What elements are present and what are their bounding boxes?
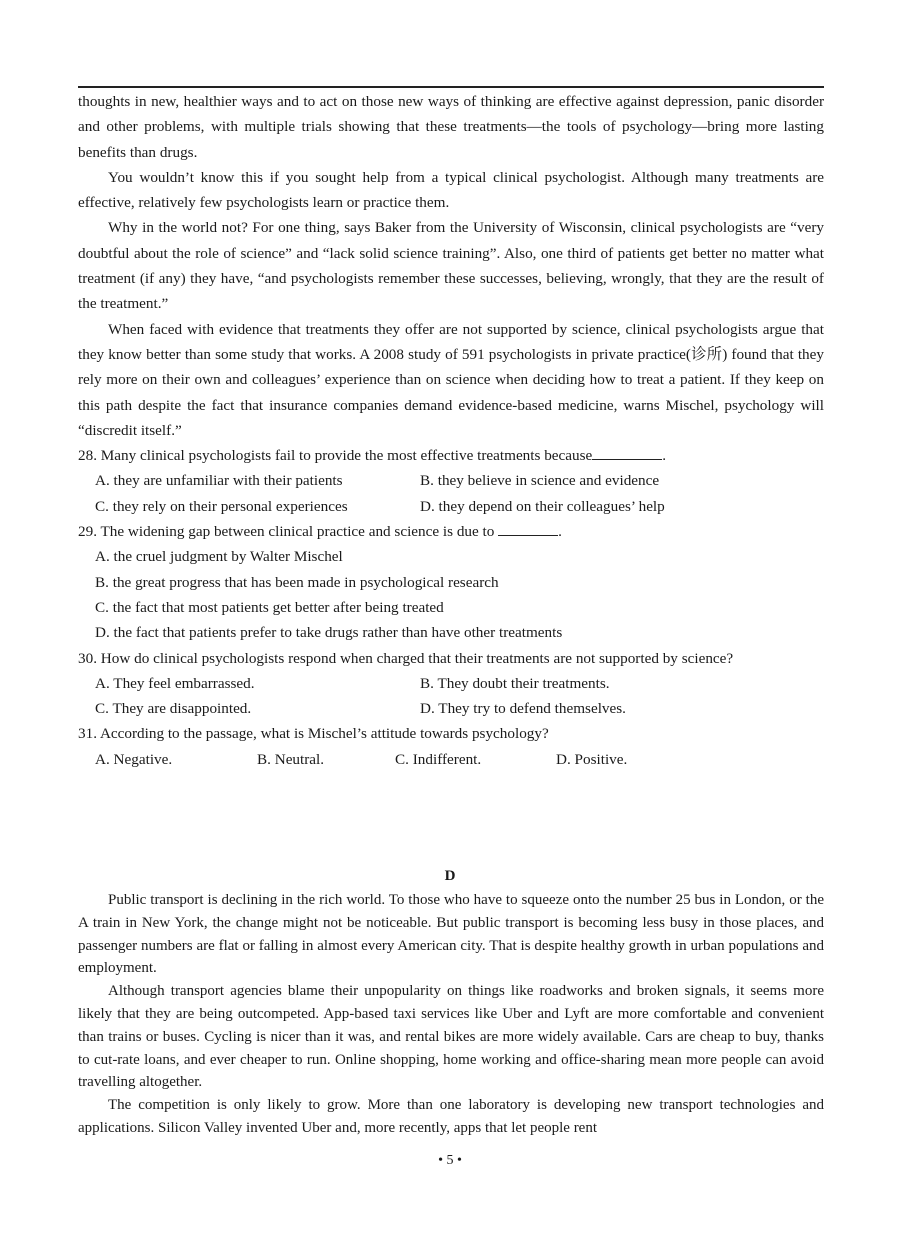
passage-paragraph: Why in the world not? For one thing, says Baker from the University of Wisconsin, clinical psychologists are “very doubtful about the role of science” and “lack solid science training”. Also, one third of patients get better no matter what treatment (if any) they have, “and psychologists remember these successes, believing, wrongly, that they are the result of the treatment.”: [78, 219, 824, 313]
option-d: D. They try to defend themselves.: [420, 700, 626, 718]
option-d: D. they depend on their colleagues’ help: [420, 497, 665, 515]
question-stem: 28. Many clinical psychologists fail to provide the most effective treatments because: [78, 447, 593, 465]
passage-paragraph: When faced with evidence that treatments they offer are not supported by science, clinical psychologists argue that they know better than some study that works. A 2008 study of 591 psychologists in private practice(诊所) found that they rely more on their own and colleagues’ experience than on science when deciding how to treat a patient. If they keep on this path despite the fact that insurance companies demand evidence-based medicine, warns Mischel, psychology will “discredit itself.”: [78, 320, 824, 439]
option-d: D. the fact that patients prefer to take drugs rather than have other treatments: [95, 624, 563, 642]
option-c: C. They are disappointed.: [95, 700, 252, 718]
option-c: C. they rely on their personal experiences: [95, 497, 348, 515]
options-row: [78, 544, 824, 569]
option-b: B. They doubt their treatments.: [420, 674, 610, 692]
passage-c-continued: [78, 89, 824, 772]
option-d: D. Positive.: [556, 750, 628, 768]
top-rule: [78, 86, 824, 88]
option-b: B. they believe in science and evidence: [420, 472, 660, 490]
option-b: B. Neutral.: [257, 750, 325, 768]
option-a: A. the cruel judgment by Walter Mischel: [95, 548, 343, 566]
passage-paragraph: Although transport agencies blame their unpopularity on things like roadworks and broken signals, it seems more likely that they are being outcompeted. App-based taxi services like Uber and Lyft are more comfortable and convenient than trains or buses. Cycling is nicer than it was, and rental bikes are more widely available. Cars are cheap to buy, thanks to cut-rate loans, and ever cheaper to run. Online shopping, home working and office-sharing mean more people can avoid travelling altogether.: [78, 983, 824, 1091]
question-stem: 29. The widening gap between clinical practice and science is due to: [78, 523, 495, 541]
options-row: [78, 595, 824, 620]
option-b: B. the great progress that has been made in psychological research: [95, 573, 499, 591]
section-heading: D: [444, 868, 456, 884]
question-28: 28. Many clinical psychologists fail to provide the most effective treatments because .: [78, 447, 667, 465]
passage-paragraph: The competition is only likely to grow. More than one laboratory is developing new transport technologies and applications. Silicon Valley invented Uber and, more recently, apps that let people rent: [78, 1097, 824, 1136]
options-row: [78, 747, 824, 772]
page-number: • 5 •: [438, 1153, 462, 1168]
options-row: [78, 696, 824, 721]
option-c: C. the fact that most patients get better after being treated: [95, 598, 444, 616]
options-row: [78, 620, 824, 645]
options-row: [78, 671, 824, 696]
answer-blank: [592, 445, 662, 460]
passage-paragraph: Public transport is declining in the rich world. To those who have to squeeze onto the number 25 bus in London, or the A train in New York, the change might not be noticeable. But public transport is becoming less busy in those places, and passenger numbers are flat or falling in almost every American city. That is despite healthy growth in urban populations and employment.: [78, 892, 824, 977]
passage-paragraph: You wouldn’t know this if you sought help from a typical clinical psychologist. Although many treatments are effective, relatively few psychologists learn or practice them.: [78, 168, 824, 212]
passage-d: [78, 889, 824, 1140]
question-29: 29. The widening gap between clinical practice and science is due to .: [78, 523, 562, 541]
option-c: C. Indifferent.: [395, 750, 482, 768]
option-a: A. They feel embarrassed.: [95, 674, 255, 692]
options-row: [78, 570, 824, 595]
option-a: A. they are unfamiliar with their patients: [95, 472, 343, 490]
question-30: 30. How do clinical psychologists respond when charged that their treatments are not supported by science?: [78, 649, 734, 667]
passage-paragraph: thoughts in new, healthier ways and to act on those new ways of thinking are effective against depression, panic disorder and other problems, with multiple trials showing that these treatments—the tools of psychology—bring more lasting benefits than drugs.: [78, 93, 824, 161]
option-a: A. Negative.: [95, 750, 173, 768]
answer-blank: [498, 521, 558, 536]
options-row: [78, 468, 824, 493]
options-row: [78, 494, 824, 519]
question-31: 31. According to the passage, what is Mischel’s attitude towards psychology?: [78, 725, 549, 743]
